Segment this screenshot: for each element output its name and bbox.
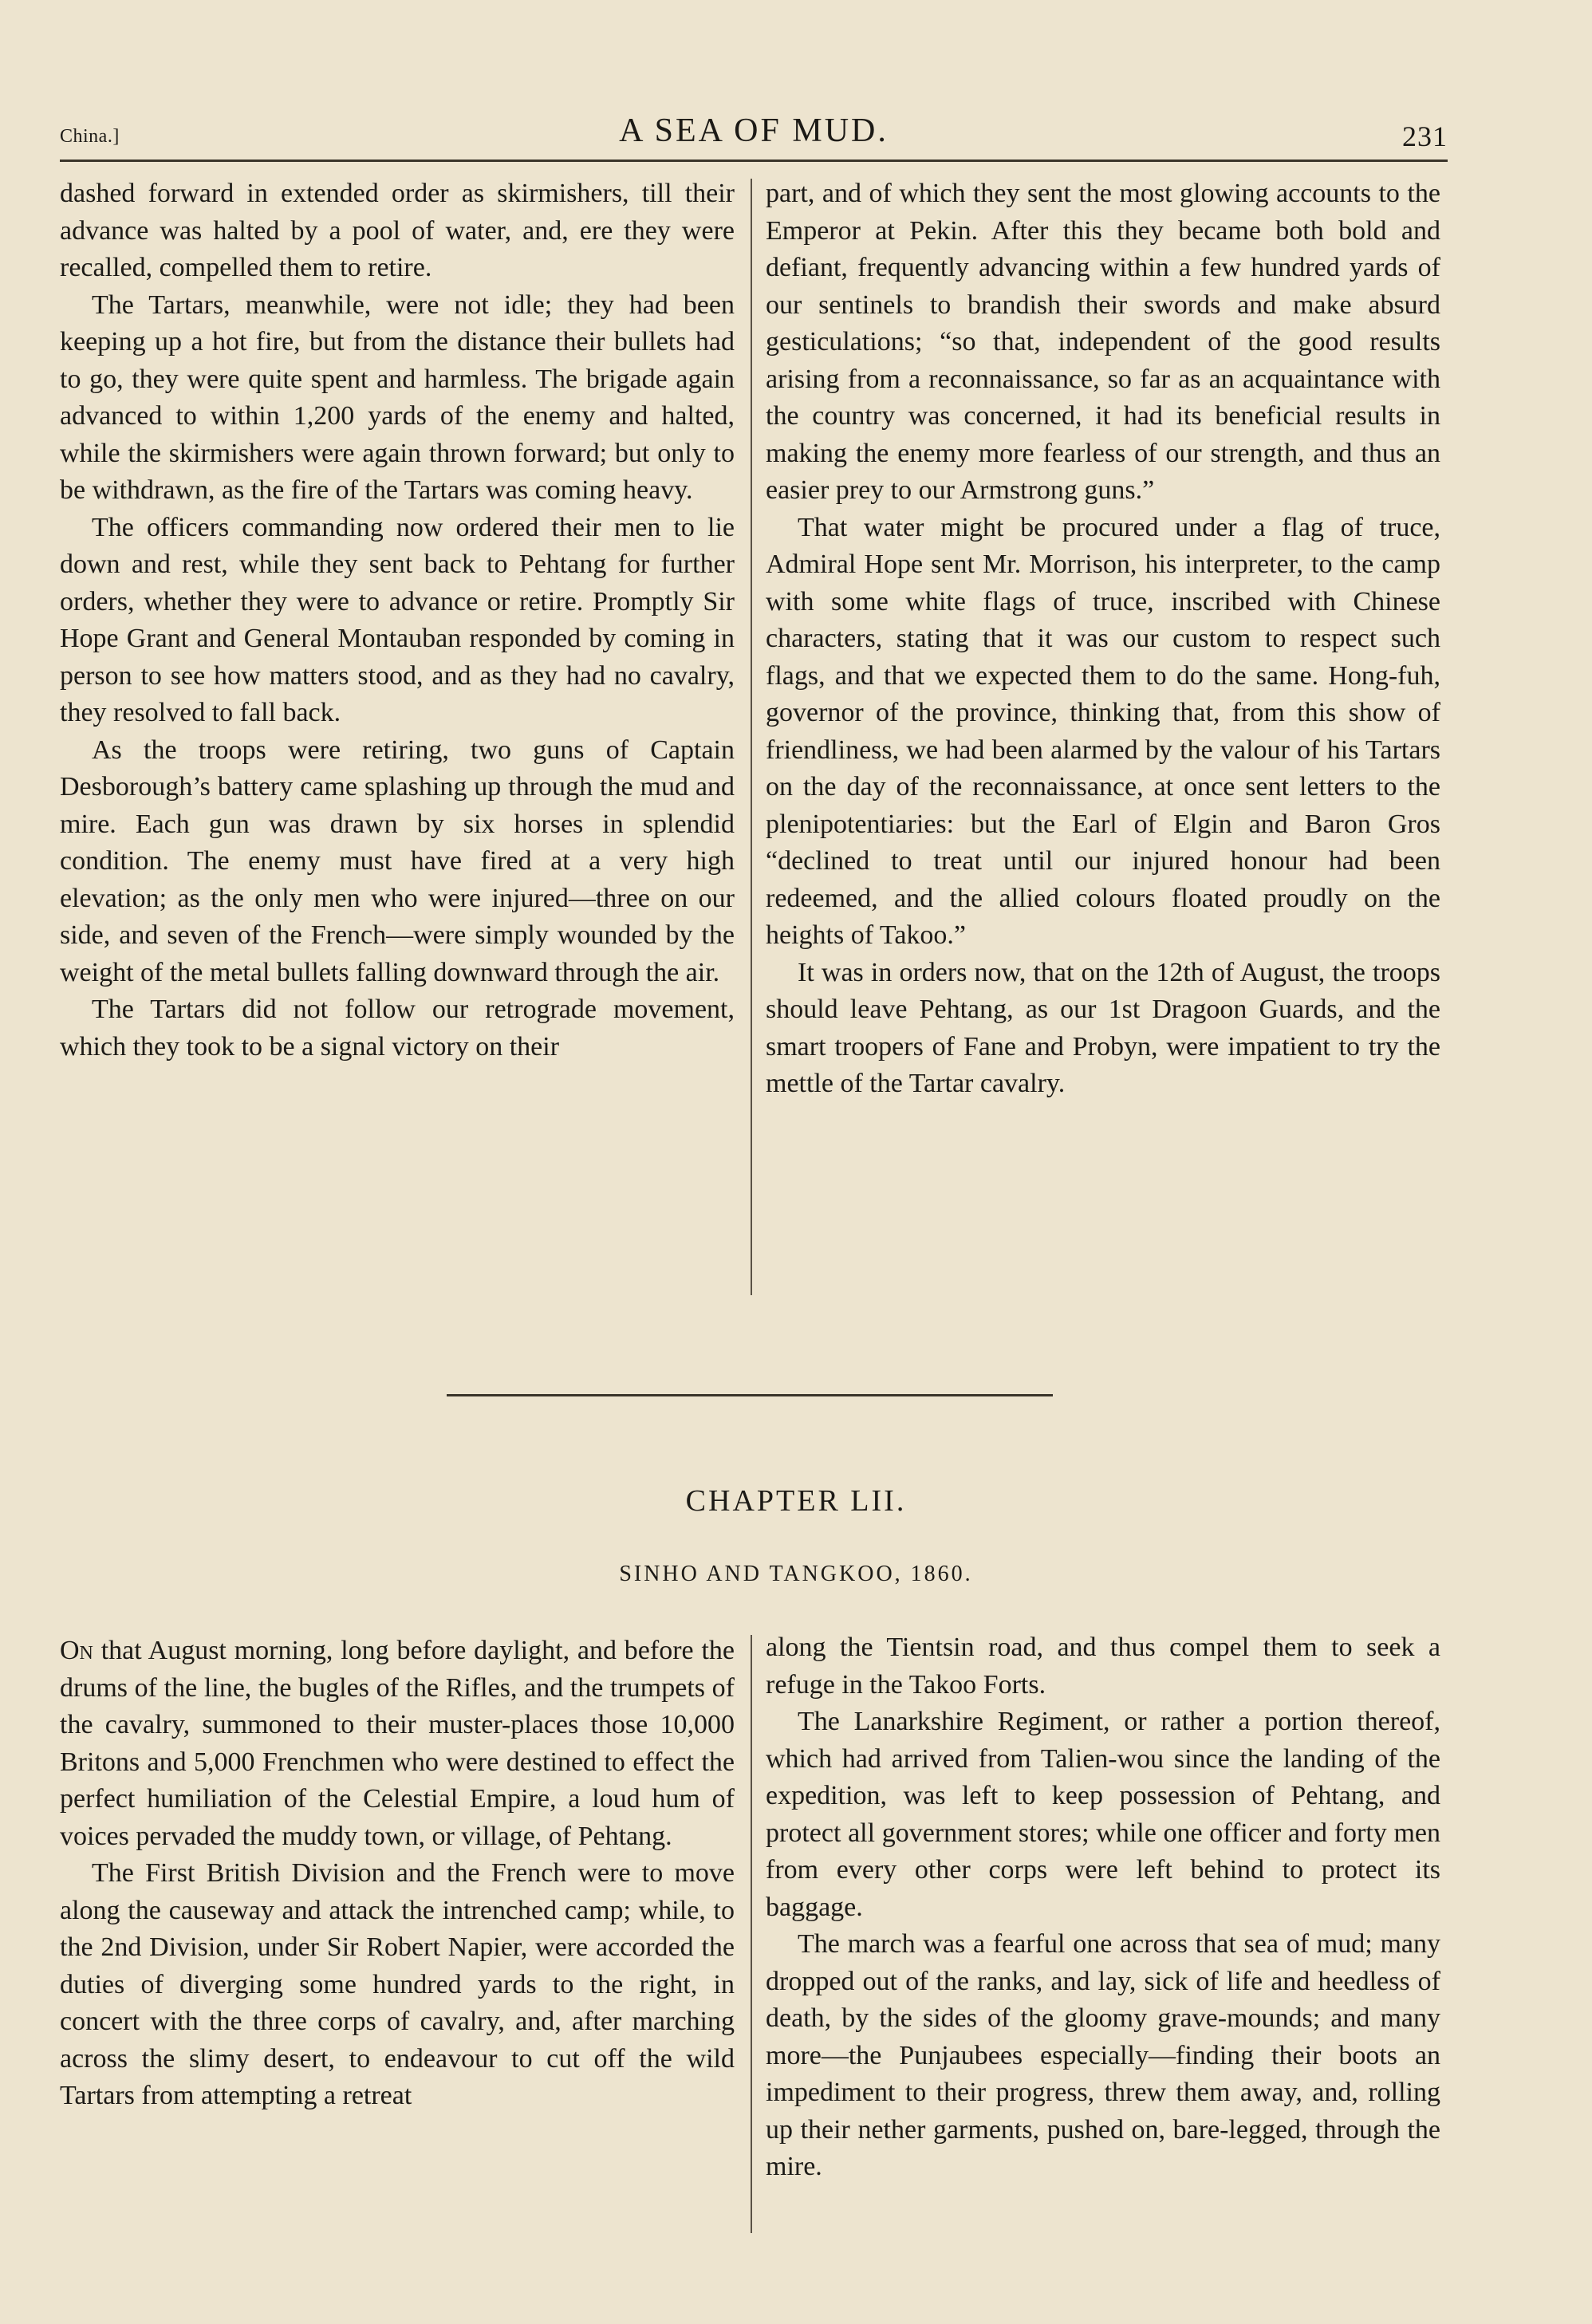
chapter-subtitle: SINHO AND TANGKOO, 1860.	[619, 1562, 973, 1586]
running-head-title: A SEA OF MUD.	[619, 112, 889, 149]
top-left-column	[60, 175, 735, 1065]
bottom-left-column	[60, 1633, 735, 2115]
paragraph: along the Tientsin road, and thus compel them to seek a refuge in the Takoo Forts.	[766, 1633, 1440, 1700]
paragraph: The march was a fearful one across that sea of mud; many dropped out of the ranks, and lay, sick of life and heedless of death, by the sides of the gloomy grave-mounds; and many more—the Punjaubees especially—finding their boots an impediment to their progress, threw them away, and, rolling up their nether garments, pushed on, bare-legged, through the mire.	[766, 1929, 1440, 2181]
column-divider	[751, 179, 752, 1295]
page-number: 231	[1402, 120, 1448, 152]
paragraph: It was in orders now, that on the 12th of August, the troops should leave Pehtang, as our 1st Dragoon Guards, and the smart troopers of Fane and Probyn, were impatient to try the mettle of the Tartar cavalry.	[766, 957, 1440, 1098]
column-divider	[751, 1635, 752, 2233]
header-rule	[60, 160, 1448, 162]
paragraph: The officers commanding now ordered their men to lie down and rest, while they sent back to Pehtang for further orders, whether they were to advance or retire. Promptly Sir Hope Grant and General Montauban responded by coming in person to see how matters stood, and as they had no cavalry, they resolved to fall back.	[60, 512, 735, 727]
paragraph: dashed forward in extended order as skirmishers, till their advance was halted by a pool of water, and, ere they were recalled, compelled them to retire.	[60, 179, 735, 282]
paragraph: The Tartars did not follow our retrograde movement, which they took to be a signal victory on their	[60, 995, 735, 1062]
paragraph: The Tartars, meanwhile, were not idle; they had been keeping up a hot fire, but from the distance their bullets had to go, they were quite spent and harmless. The brigade again advanced to within 1,200 yards of the enemy and halted, while the skirmishers were again thrown forward; but only to be withdrawn, as the fire of the Tartars was coming heavy.	[60, 290, 735, 505]
paragraph: The First British Division and the French were to move along the causeway and attack the intrenched camp; while, to the 2nd Division, under Sir Robert Napier, were accorded the duties of diverging some hundred yards to the right, in concert with the three corps of cavalry, and, after marching across the slimy desert, to endeavour to cut off the wild Tartars from attempting a retreat	[60, 1858, 735, 2110]
opening-words: On	[60, 1636, 93, 1665]
paragraph: As the troops were retiring, two guns of Captain Desborough’s battery came splashing up through the mud and mire. Each gun was drawn by six horses in splendid condition. The enemy must have fired at a very high elevation; as the only men who were injured—three on our side, and seven of the French—were simply wounded by the weight of the metal bullets falling downward through the air.	[60, 735, 735, 987]
top-right-column	[766, 175, 1440, 1103]
section-divider	[447, 1394, 1053, 1396]
paragraph: That water might be procured under a flag of truce, Admiral Hope sent Mr. Morrison, his interpreter, to the camp with some white flags of truce, inscribed with Chinese characters, stating that it was our custom to respect such flags, and that we expected them to do the same. Hong-fuh, governor of the province, thinking that, from this show of friendliness, we had been alarmed by the valour of his Tartars on the day of the reconnaissance, at once sent letters to the plenipotentiaries: but the Earl of Elgin and Baron Gros “declined to treat until our injured honour had been redeemed, and the allied colours floated proudly on the heights of Takoo.”	[766, 512, 1440, 950]
paragraph	[60, 1633, 735, 1855]
opening-text: that August morning, long before daylight, and before the drums of the line, the bugles of the Rifles, and the trumpets of the cavalry, summoned to their muster-places those 10,000 Britons and 5,000 Frenchmen who were destined to effect the perfect humiliation of the Celestial Empire, a loud hum of voices pervaded the muddy town, or village, of Pehtang.	[60, 1636, 735, 1851]
running-head-section: China.]	[60, 126, 120, 147]
bottom-right-column	[766, 1629, 1440, 2186]
chapter-title: CHAPTER LII.	[685, 1484, 907, 1518]
paragraph: The Lanarkshire Regiment, or rather a portion thereof, which had arrived from Talien-wou since the landing of the expedition, was left to keep possession of Pehtang, and protect all government stores; while one officer and forty men from every other corps were left behind to protect its baggage.	[766, 1707, 1440, 1922]
page-header	[60, 112, 1448, 160]
paragraph: part, and of which they sent the most glowing accounts to the Emperor at Pekin. After this they became both bold and defiant, frequently advancing within a few hundred yards of our sentinels to brandish their swords and make absurd gesticulations; “so that, independent of the good results arising from a reconnaissance, so far as an acquaintance with the country was concerned, it had its beneficial results in making the enemy more fearless of our strength, and thus an easier prey to our Armstrong guns.”	[766, 179, 1440, 505]
